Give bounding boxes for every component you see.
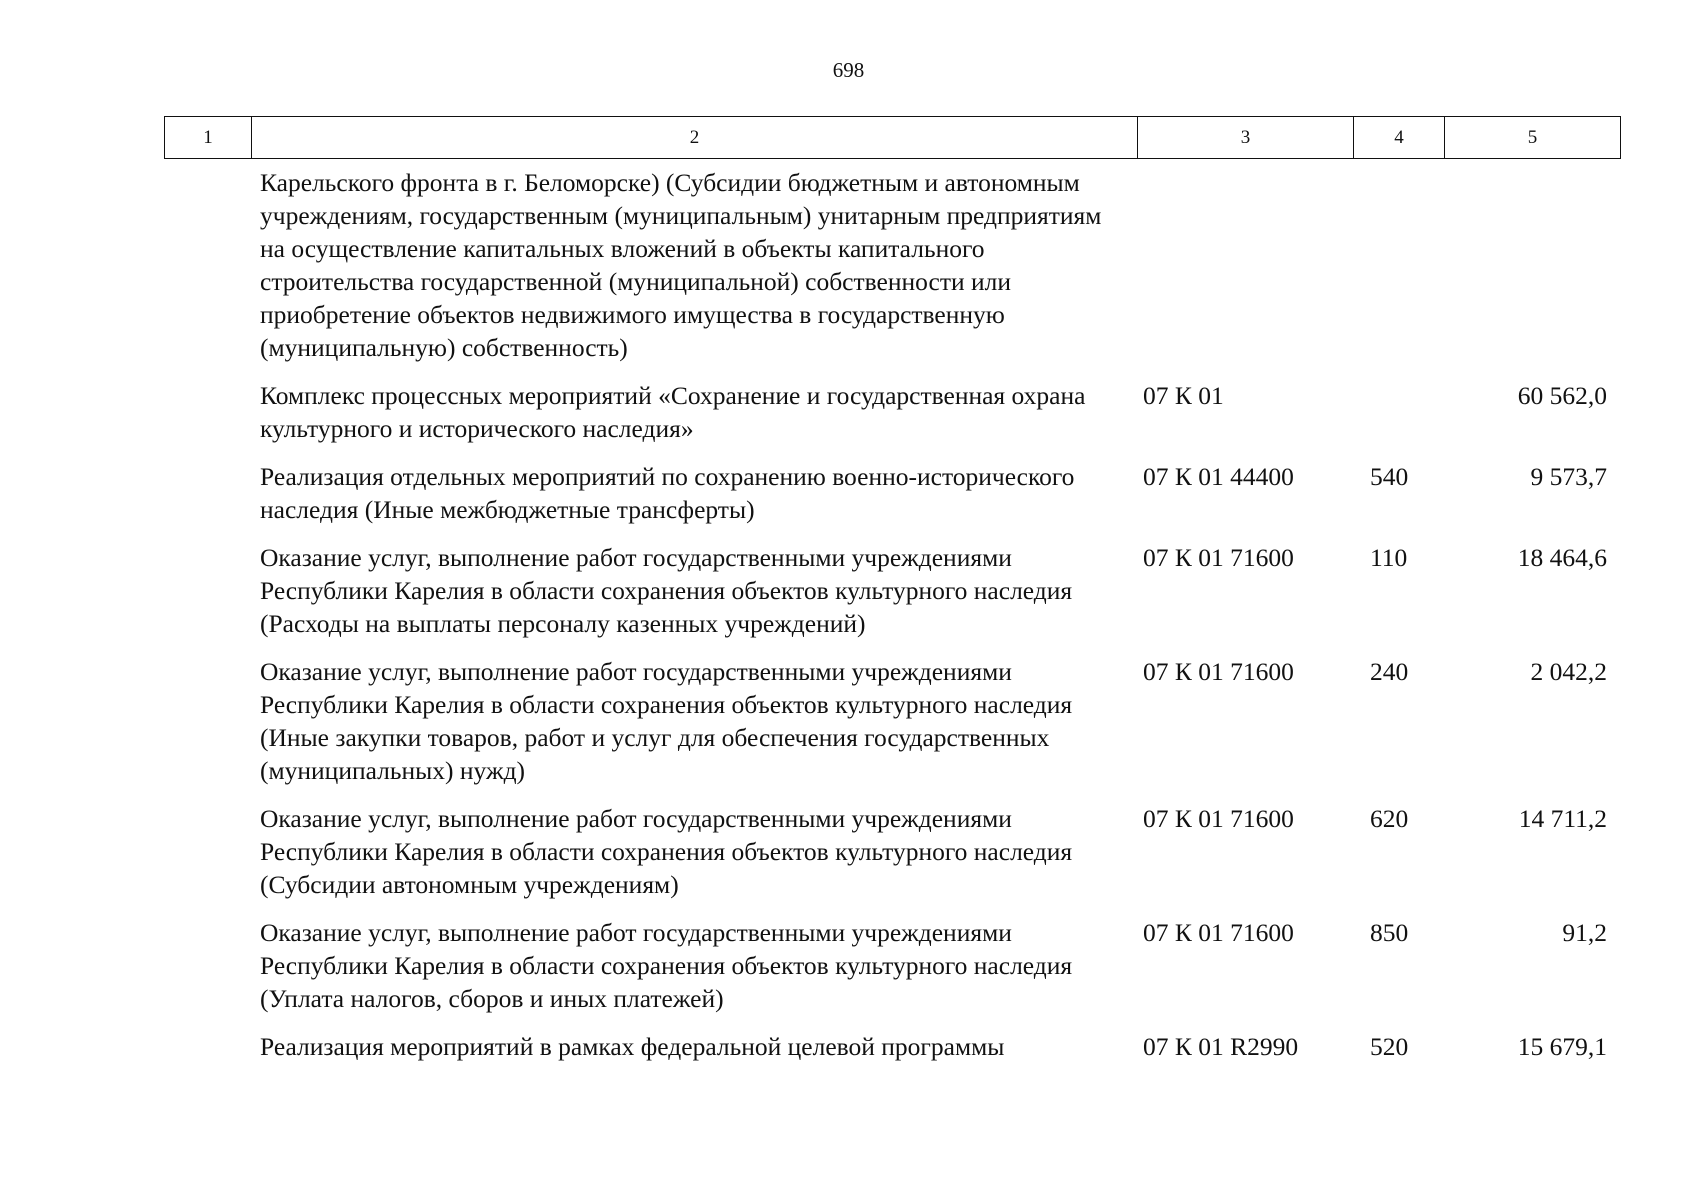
- row-amount: 91,2: [1562, 918, 1607, 947]
- row-amount: 2 042,2: [1530, 657, 1607, 686]
- row-name: Оказание услуг, выполнение работ государственными учреждениями Республики Карелия в области сохранения объектов культурного наследия (Иные закупки товаров, работ и услуг для обеспечения государственных (муниципальных) нужд): [260, 657, 1073, 785]
- table-body: [164, 166, 1619, 1078]
- table-header: [164, 116, 1621, 159]
- row-code: 07 К 01 44400: [1143, 462, 1294, 491]
- row-name: Реализация мероприятий в рамках федеральной целевой программы: [260, 1032, 1005, 1061]
- row-code: 07 К 01 71600: [1143, 918, 1294, 947]
- row-name: Оказание услуг, выполнение работ государственными учреждениями Республики Карелия в области сохранения объектов культурного наследия (Расходы на выплаты персоналу казенных учреждений): [260, 543, 1073, 638]
- table-row: [164, 916, 1619, 1015]
- header-col-5: 5: [1445, 117, 1621, 159]
- row-type: [1350, 379, 1440, 445]
- header-col-1: 1: [165, 117, 252, 159]
- row-name: Оказание услуг, выполнение работ государственными учреждениями Республики Карелия в области сохранения объектов культурного наследия (Субсидии автономным учреждениям): [260, 804, 1073, 899]
- table-row: [164, 541, 1619, 640]
- table-row: [164, 379, 1619, 445]
- row-amount: 60 562,0: [1517, 381, 1607, 410]
- row-amount: 18 464,6: [1517, 543, 1607, 572]
- table-row: [164, 655, 1619, 787]
- row-type: 110: [1370, 543, 1408, 572]
- row-name: Реализация отдельных мероприятий по сохранению военно-исторического наследия (Иные межбюджетные трансферты): [260, 462, 1075, 524]
- row-type: 620: [1370, 804, 1409, 833]
- table-row: [164, 1030, 1619, 1063]
- row-amount: [1440, 166, 1615, 364]
- row-type: 520: [1370, 1032, 1409, 1061]
- row-type: [1350, 166, 1440, 364]
- row-code: 07 К 01: [1143, 381, 1224, 410]
- row-name: Оказание услуг, выполнение работ государственными учреждениями Республики Карелия в области сохранения объектов культурного наследия (Уплата налогов, сборов и иных платежей): [260, 918, 1073, 1013]
- row-amount: 14 711,2: [1518, 804, 1607, 833]
- table-row: [164, 166, 1619, 364]
- header-row: [165, 117, 1621, 159]
- header-col-2: 2: [252, 117, 1138, 159]
- header-col-3: 3: [1138, 117, 1354, 159]
- row-type: 240: [1370, 657, 1409, 686]
- row-type: 850: [1370, 918, 1409, 947]
- row-code: [1135, 166, 1350, 364]
- row-code: 07 К 01 R2990: [1143, 1032, 1299, 1061]
- table-row: [164, 460, 1619, 526]
- row-code: 07 К 01 71600: [1143, 657, 1294, 686]
- row-name: Комплекс процессных мероприятий «Сохранение и государственная охрана культурного и исторического наследия»: [260, 381, 1086, 443]
- row-amount: 9 573,7: [1530, 462, 1607, 491]
- row-type: 540: [1370, 462, 1409, 491]
- page-number: 698: [832, 58, 865, 82]
- row-code: 07 К 01 71600: [1143, 543, 1294, 572]
- row-code: 07 К 01 71600: [1143, 804, 1294, 833]
- row-name: Карельского фронта в г. Беломорске) (Субсидии бюджетным и автономным учреждениям, государственным (муниципальным) унитарным предприятиям на осуществление капитальных вложений в объекты капитального строительства государственной (муниципальной) собственности или приобретение объектов недвижимого имущества в государственную (муниципальную) собственность): [260, 168, 1102, 362]
- header-col-4: 4: [1354, 117, 1445, 159]
- table-row: [164, 802, 1619, 901]
- row-amount: 15 679,1: [1517, 1032, 1607, 1061]
